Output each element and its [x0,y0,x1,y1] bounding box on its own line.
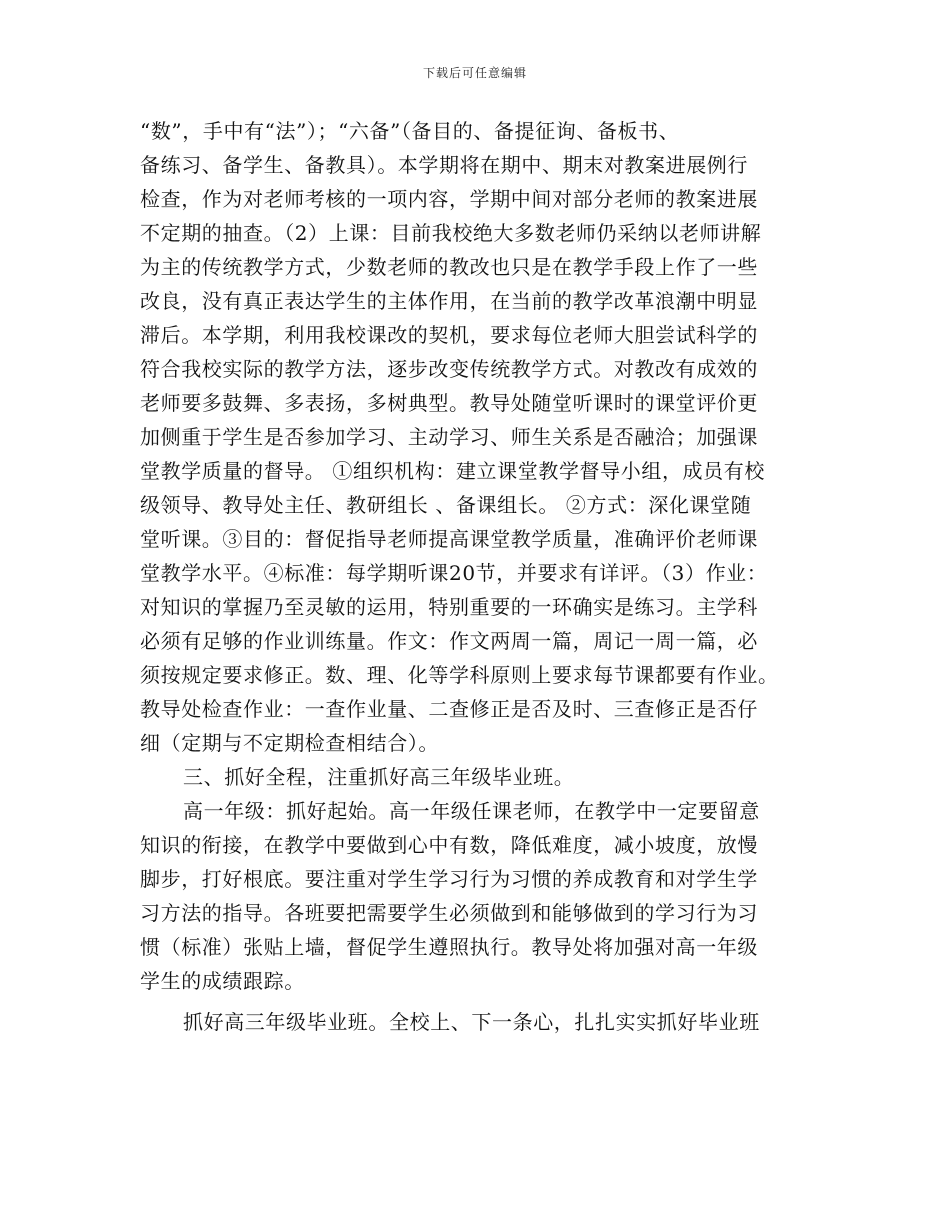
text-line: 加侧重于学生是否参加学习、主动学习、师生关系是否融洽；加强课 [140,425,758,449]
text-line: 细（定期与不定期检查相结合）。 [140,731,439,755]
text-line: 堂听课。③目的：督促指导老师提高课堂教学质量，准确评价老师课 [140,527,758,551]
text-line: 习方法的指导。各班要把需要学生必须做到和能够做到的学习行为习 [140,901,758,925]
text-line: 教导处检查作业：一查作业量、二查修正是否及时、三查修正是否仔 [140,697,758,721]
page-header: 下载后可任意编辑 [422,66,527,80]
text-line: 检查，作为对老师考核的一项内容，学期中间对部分老师的教案进展 [140,187,758,211]
text-line: 须按规定要求修正。数、理、化等学科原则上要求每节课都要有作业。 [140,663,779,687]
text-line: 知识的衔接，在教学中要做到心中有数，降低难度，减小坡度，放慢 [140,833,758,857]
text-line: 备练习、备学生、备教具）。本学期将在期中、期末对教案进展例行 [140,153,748,177]
text-line: 符合我校实际的教学方法，逐步改变传统教学方式。对教改有成效的 [140,357,758,381]
text-line: 为主的传统教学方式，少数老师的教改也只是在教学手段上作了一些 [140,255,758,279]
text-line: 滞后。本学期，利用我校课改的契机，要求每位老师大胆尝试科学的 [140,323,758,347]
paragraph-first-line: 高一年级：抓好起始。高一年级任课老师，在教学中一定要留意 [183,799,760,823]
text-line: 学生的成绩跟踪。 [140,969,305,993]
text-line: 惯（标准）张贴上墙，督促学生遵照执行。教导处将加强对高一年级 [140,935,758,959]
section-heading: 三、抓好全程，注重抓好高三年级毕业班。 [183,765,575,789]
text-line: 不定期的抽查。（2）上课：目前我校绝大多数老师仍采纳以老师讲解 [140,221,762,245]
text-line: 对知识的掌握乃至灵敏的运用，特别重要的一环确实是练习。主学科 [140,595,758,619]
text-line: 级领导、教导处主任、教研组长 、备课组长。 ②方式：深化课堂随 [140,493,752,517]
paragraph-first-line: 抓好高三年级毕业班。全校上、下一条心，扎扎实实抓好毕业班 [183,1010,760,1034]
text-line: 改良，没有真正表达学生的主体作用，在当前的教学改革浪潮中明显 [140,289,758,313]
text-line: 堂教学水平。④标准：每学期听课20节，并要求有详评。（3）作业： [140,561,768,585]
text-line: 必须有足够的作业训练量。作文：作文两周一篇，周记一周一篇，必 [140,629,758,653]
text-line: “数”，手中有“法”）；“六备”（备目的、备提征询、备板书、 [140,119,680,143]
text-line: 堂教学质量的督导。 ①组织机构：建立课堂教学督导小组，成员有校 [140,459,765,483]
text-line: 脚步，打好根底。要注重对学生学习行为习惯的养成教育和对学生学 [140,867,758,891]
text-line: 老师要多鼓舞、多表扬，多树典型。教导处随堂听课时的课堂评价更 [140,391,758,415]
